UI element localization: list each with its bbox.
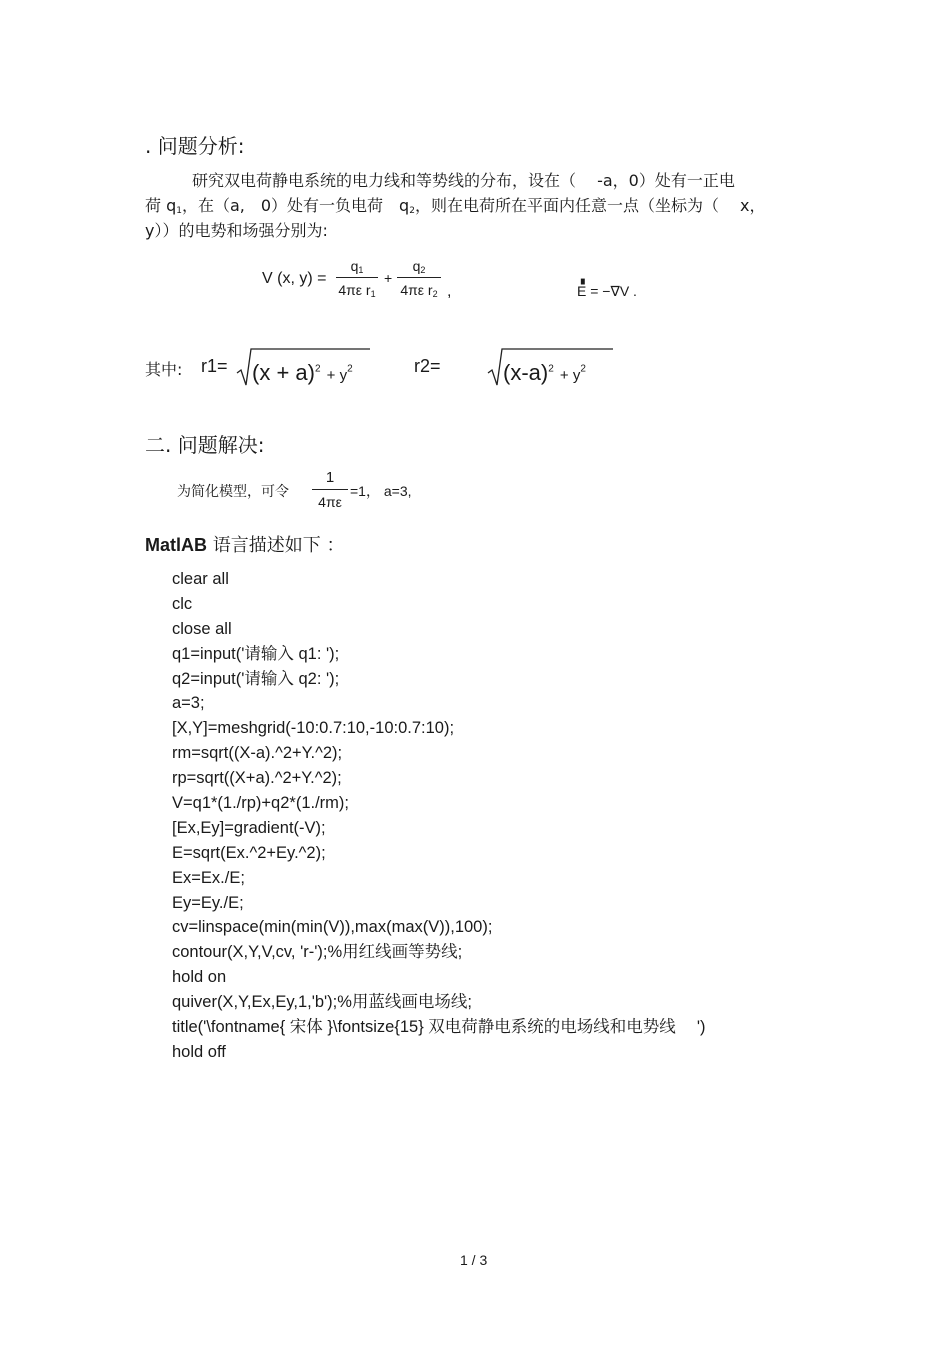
code-line: rp=sqrt((X+a).^2+Y.^2); <box>172 769 342 788</box>
code-line: close all <box>172 619 232 638</box>
code-line: hold off <box>172 1042 226 1061</box>
formula-v-lhs: V (x, y) = <box>262 270 327 287</box>
r1-expression: $(x + a)^2 + y^2$ <box>252 360 353 385</box>
code-line: title('\fontname{ 宋体 }\fontsize{15} 双电荷静电系统的电场线和电势线 ') <box>172 1018 706 1037</box>
formula-v-plus: + <box>384 270 393 286</box>
code-line: [X,Y]=meshgrid(-10:0.7:10,-10:0.7:10); <box>172 719 455 738</box>
code-line: a=3; <box>172 694 205 713</box>
code-line: rm=sqrt((X-a).^2+Y.^2); <box>172 744 343 763</box>
r2-label: r2= <box>414 356 441 376</box>
intro-line-3: y））的电势和场强分别为: <box>145 221 328 240</box>
code-line: [Ex,Ey]=gradient(-V); <box>172 818 326 837</box>
formula-v-fraction-1: $\frac{q_1}{4\pi\varepsilon r_1}$ <box>336 258 378 299</box>
simplify-text: 为简化模型，可令 <box>177 484 289 500</box>
code-line: q1=input('请输入 q1: '); <box>172 644 340 663</box>
intro-line-1: 研究双电荷静电系统的电力线和等势线的分布，设在（ -a，0）处有一正电 <box>192 171 735 190</box>
intro-line-2: 荷 $q_1$，在（a, 0）处有一负电荷 $q_2$，则在电荷所在平面内任意一点（坐标为（ x， <box>145 196 766 216</box>
formula-v-tail: , <box>447 283 452 300</box>
r1-label: r1= <box>201 356 228 376</box>
section-1-title: . 问题分析: <box>145 134 245 158</box>
code-line: E=sqrt(Ex.^2+Ey.^2); <box>172 843 326 862</box>
field-formula: ▗ E = −∇V . <box>577 274 637 299</box>
code-line: quiver(X,Y,Ex,Ey,1,'b');%用蓝线画电场线; <box>172 993 473 1012</box>
page-number: 1 / 3 <box>460 1252 488 1268</box>
section-2-title: 二. 问题解决: <box>145 433 265 457</box>
code-line: clc <box>172 594 193 613</box>
vector-arrow-icon: ▗ <box>577 274 585 285</box>
simplify-rest: =1， a=3, <box>350 483 412 499</box>
code-line: Ey=Ey./E; <box>172 893 244 912</box>
code-line: q2=input('请输入 q2: '); <box>172 669 340 688</box>
code-line: Ex=Ex./E; <box>172 868 245 887</box>
r2-expression: $(x-a)^2 + y^2$ <box>503 360 586 385</box>
code-block <box>172 567 706 1065</box>
code-line: cv=linspace(min(min(V)),max(max(V)),100); <box>172 918 493 937</box>
matlab-heading: MatlAB 语言描述如下 ： <box>145 535 345 556</box>
code-line: hold on <box>172 968 227 987</box>
code-line: contour(X,Y,V,cv, 'r-');%用红线画等势线; <box>172 943 463 962</box>
code-line: clear all <box>172 570 229 588</box>
where-label: 其中: <box>145 360 183 379</box>
code-line: V=q1*(1./rp)+q2*(1./rm); <box>172 794 349 813</box>
formula-v-fraction-2: $\frac{q_2}{4\pi\varepsilon r_2}$ <box>397 258 441 299</box>
simplify-fraction: $\frac{1}{4\pi\varepsilon}$ <box>312 469 348 510</box>
